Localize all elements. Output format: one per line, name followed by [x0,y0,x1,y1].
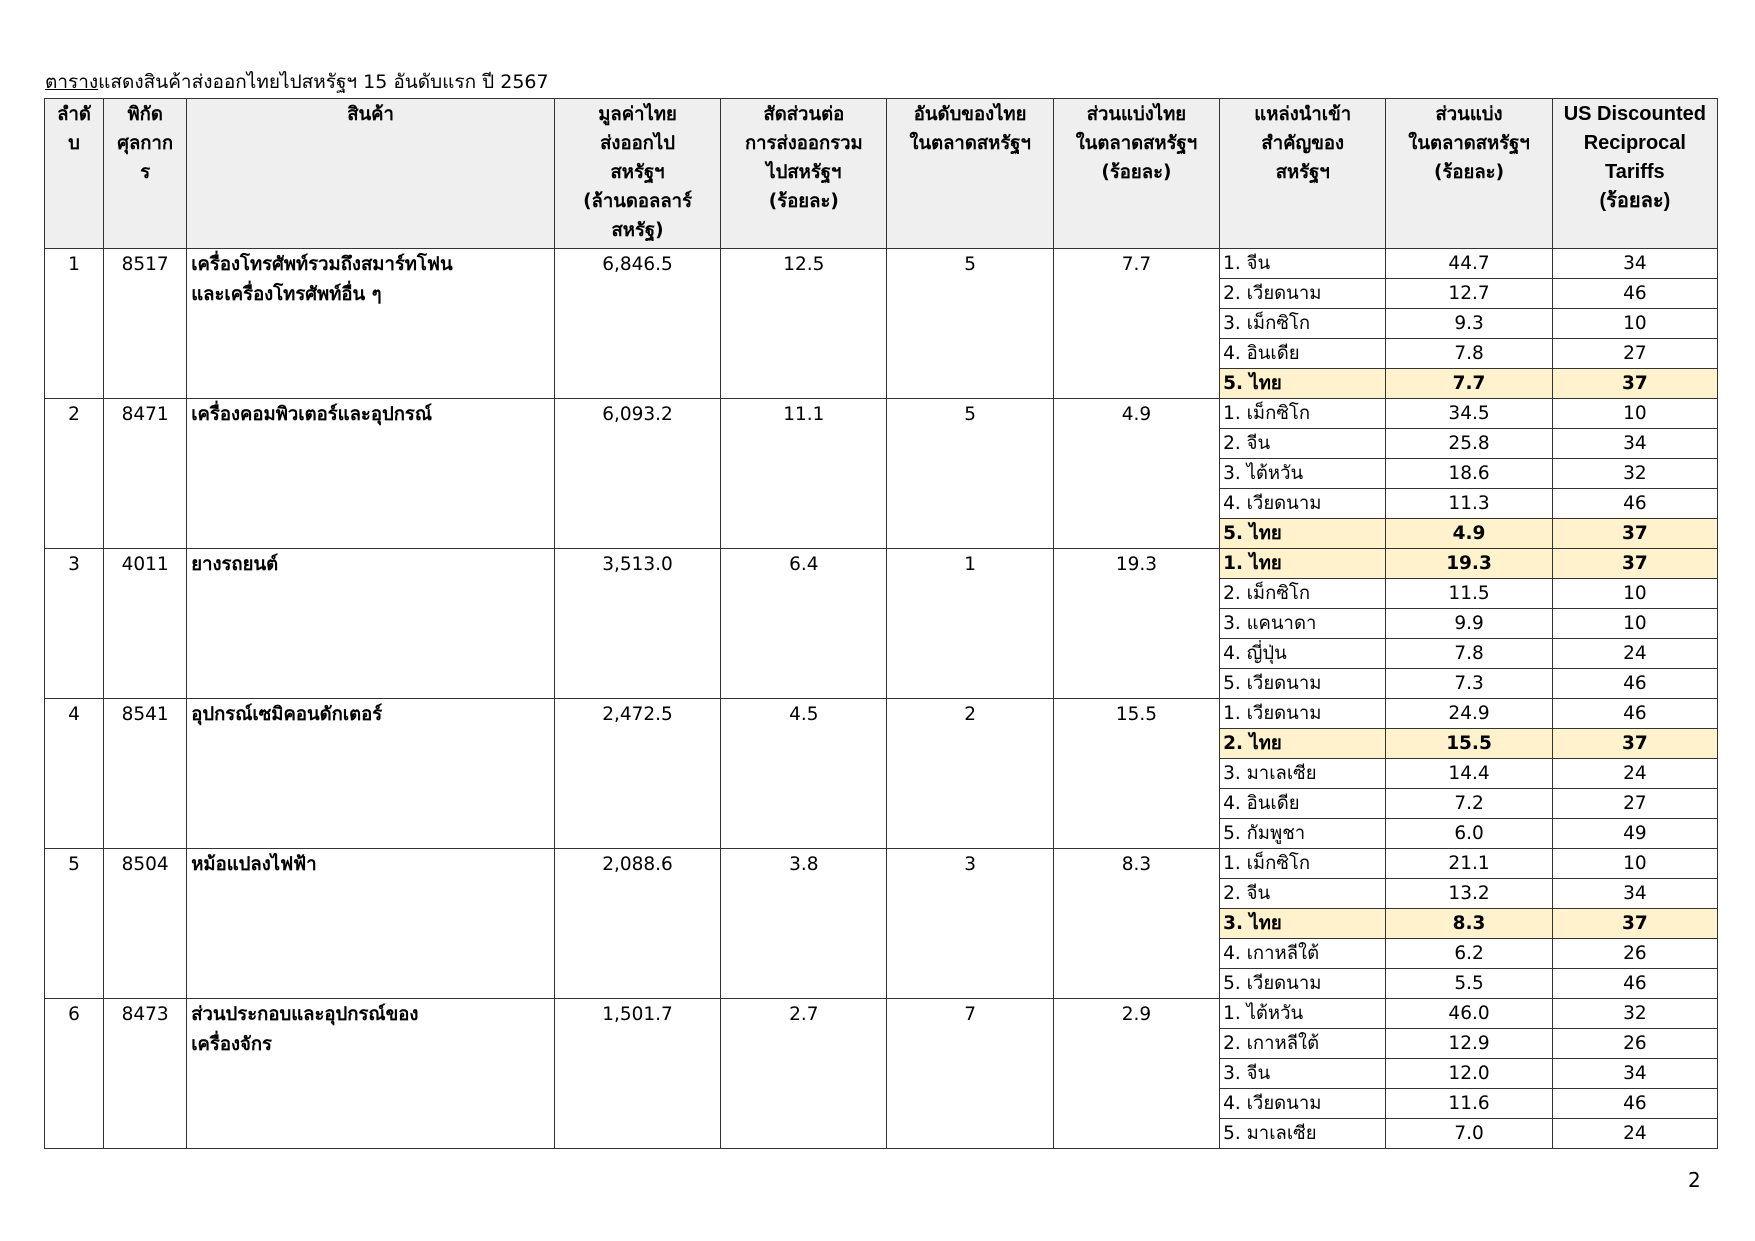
col-header-tariffs: US Discounted Reciprocal Tariffs (ร้อยละ) [1552,99,1717,249]
reciprocal-tariff: 46 [1552,279,1717,309]
import-source: 2. จีน [1220,879,1386,909]
import-source: 1. เวียดนาม [1220,699,1386,729]
row-number: 3 [45,549,104,699]
product-name: ยางรถยนต์ [187,549,555,699]
import-source: 3. แคนาดา [1220,609,1386,639]
reciprocal-tariff: 10 [1552,849,1717,879]
col-header-thai-rank: อันดับของไทย ในตลาดสหรัฐฯ [887,99,1053,249]
import-source: 5. เวียดนาม [1220,669,1386,699]
source-share: 11.6 [1386,1089,1552,1119]
row-number: 5 [45,849,104,999]
row-number: 1 [45,249,104,399]
export-value: 1,501.7 [554,999,720,1149]
thai-rank: 7 [887,999,1053,1149]
reciprocal-tariff: 32 [1552,459,1717,489]
reciprocal-tariff: 37 [1552,909,1717,939]
reciprocal-tariff: 46 [1552,489,1717,519]
caption-text: แสดงสินค้าส่งออกไทยไปสหรัฐฯ 15 อันดับแรก ปี 2567 [98,71,549,93]
import-source: 2. เกาหลีใต้ [1220,1029,1386,1059]
import-source: 3. ไต้หวัน [1220,459,1386,489]
thai-share: 8.3 [1053,849,1219,999]
thai-rank: 3 [887,849,1053,999]
reciprocal-tariff: 24 [1552,1119,1717,1149]
source-share: 24.9 [1386,699,1552,729]
hs-code: 4011 [104,549,187,699]
export-value: 2,472.5 [554,699,720,849]
import-source: 4. อินเดีย [1220,789,1386,819]
import-source: 3. ไทย [1220,909,1386,939]
table-body [45,249,1718,1149]
product-name: เครื่องโทรศัพท์รวมถึงสมาร์ทโฟน และเครื่องโทรศัพท์อื่น ๆ [187,249,555,399]
thai-share: 15.5 [1053,699,1219,849]
import-source: 2. เม็กซิโก [1220,579,1386,609]
source-share: 7.7 [1386,369,1552,399]
hs-code: 8504 [104,849,187,999]
header-row [45,99,1718,249]
reciprocal-tariff: 10 [1552,309,1717,339]
source-share: 12.0 [1386,1059,1552,1089]
reciprocal-tariff: 46 [1552,699,1717,729]
table-caption [45,70,549,94]
product-name: ส่วนประกอบและอุปกรณ์ของ เครื่องจักร [187,999,555,1149]
reciprocal-tariff: 37 [1552,729,1717,759]
export-ratio: 6.4 [721,549,887,699]
export-value: 2,088.6 [554,849,720,999]
reciprocal-tariff: 46 [1552,1089,1717,1119]
reciprocal-tariff: 24 [1552,639,1717,669]
source-share: 34.5 [1386,399,1552,429]
import-source: 4. เวียดนาม [1220,489,1386,519]
export-ratio: 4.5 [721,699,887,849]
reciprocal-tariff: 37 [1552,519,1717,549]
hs-code: 8541 [104,699,187,849]
col-header-value: มูลค่าไทย ส่งออกไป สหรัฐฯ (ล้านดอลลาร์ สหรัฐ) [554,99,720,249]
export-ratio: 2.7 [721,999,887,1149]
import-source: 1. ไต้หวัน [1220,999,1386,1029]
reciprocal-tariff: 10 [1552,609,1717,639]
export-ratio: 11.1 [721,399,887,549]
col-header-no: ลำดั บ [45,99,104,249]
import-source: 1. เม็กซิโก [1220,399,1386,429]
source-share: 9.3 [1386,309,1552,339]
reciprocal-tariff: 34 [1552,429,1717,459]
thai-rank: 5 [887,249,1053,399]
source-share: 14.4 [1386,759,1552,789]
export-ratio: 3.8 [721,849,887,999]
col-header-import-sources: แหล่งนำเข้า สำคัญของ สหรัฐฯ [1220,99,1386,249]
product-name: หม้อแปลงไฟฟ้า [187,849,555,999]
source-share: 12.7 [1386,279,1552,309]
hs-code: 8517 [104,249,187,399]
source-share: 5.5 [1386,969,1552,999]
import-source: 2. ไทย [1220,729,1386,759]
reciprocal-tariff: 27 [1552,789,1717,819]
thai-share: 2.9 [1053,999,1219,1149]
source-share: 7.8 [1386,339,1552,369]
source-share: 4.9 [1386,519,1552,549]
reciprocal-tariff: 34 [1552,879,1717,909]
reciprocal-tariff: 32 [1552,999,1717,1029]
table-row [45,849,1718,879]
source-share: 7.8 [1386,639,1552,669]
source-share: 6.0 [1386,819,1552,849]
hs-code: 8471 [104,399,187,549]
col-header-product: สินค้า [187,99,555,249]
source-share: 19.3 [1386,549,1552,579]
table-row [45,699,1718,729]
import-source: 3. จีน [1220,1059,1386,1089]
reciprocal-tariff: 34 [1552,249,1717,279]
source-share: 44.7 [1386,249,1552,279]
source-share: 8.3 [1386,909,1552,939]
thai-share: 4.9 [1053,399,1219,549]
reciprocal-tariff: 37 [1552,549,1717,579]
col-header-hs-code: พิกัด ศุลกาก ร [104,99,187,249]
export-value: 6,093.2 [554,399,720,549]
import-source: 2. จีน [1220,429,1386,459]
reciprocal-tariff: 26 [1552,939,1717,969]
import-source: 4. เวียดนาม [1220,1089,1386,1119]
reciprocal-tariff: 49 [1552,819,1717,849]
thai-share: 7.7 [1053,249,1219,399]
table-row [45,999,1718,1029]
thai-rank: 2 [887,699,1053,849]
product-name: อุปกรณ์เซมิคอนดักเตอร์ [187,699,555,849]
reciprocal-tariff: 26 [1552,1029,1717,1059]
thai-share: 19.3 [1053,549,1219,699]
source-share: 7.0 [1386,1119,1552,1149]
col-header-ratio: สัดส่วนต่อ การส่งออกรวม ไปสหรัฐฯ (ร้อยละ) [721,99,887,249]
row-number: 4 [45,699,104,849]
import-source: 4. อินเดีย [1220,339,1386,369]
col-header-thai-share: ส่วนแบ่งไทย ในตลาดสหรัฐฯ (ร้อยละ) [1053,99,1219,249]
import-source: 1. เม็กซิโก [1220,849,1386,879]
export-table-wrapper [44,98,1718,1149]
import-source: 3. มาเลเซีย [1220,759,1386,789]
row-number: 6 [45,999,104,1149]
reciprocal-tariff: 10 [1552,399,1717,429]
source-share: 46.0 [1386,999,1552,1029]
source-share: 18.6 [1386,459,1552,489]
import-source: 1. ไทย [1220,549,1386,579]
reciprocal-tariff: 24 [1552,759,1717,789]
thai-rank: 1 [887,549,1053,699]
source-share: 25.8 [1386,429,1552,459]
col-header-source-share: ส่วนแบ่ง ในตลาดสหรัฐฯ (ร้อยละ) [1386,99,1552,249]
source-share: 7.3 [1386,669,1552,699]
source-share: 21.1 [1386,849,1552,879]
import-source: 5. ไทย [1220,369,1386,399]
source-share: 6.2 [1386,939,1552,969]
source-share: 12.9 [1386,1029,1552,1059]
import-source: 4. ญี่ปุ่น [1220,639,1386,669]
export-value: 3,513.0 [554,549,720,699]
caption-underlined: ตาราง [45,71,99,93]
import-source: 2. เวียดนาม [1220,279,1386,309]
export-ratio: 12.5 [721,249,887,399]
import-source: 5. เวียดนาม [1220,969,1386,999]
source-share: 13.2 [1386,879,1552,909]
source-share: 11.5 [1386,579,1552,609]
reciprocal-tariff: 34 [1552,1059,1717,1089]
reciprocal-tariff: 27 [1552,339,1717,369]
import-source: 1. จีน [1220,249,1386,279]
import-source: 4. เกาหลีใต้ [1220,939,1386,969]
export-value: 6,846.5 [554,249,720,399]
hs-code: 8473 [104,999,187,1149]
source-share: 15.5 [1386,729,1552,759]
table-row [45,249,1718,279]
source-share: 9.9 [1386,609,1552,639]
import-source: 3. เม็กซิโก [1220,309,1386,339]
product-name: เครื่องคอมพิวเตอร์และอุปกรณ์ [187,399,555,549]
row-number: 2 [45,399,104,549]
reciprocal-tariff: 10 [1552,579,1717,609]
page-number: 2 [1688,1168,1701,1192]
thai-rank: 5 [887,399,1053,549]
import-source: 5. กัมพูชา [1220,819,1386,849]
table-row [45,549,1718,579]
source-share: 7.2 [1386,789,1552,819]
import-source: 5. ไทย [1220,519,1386,549]
export-table [44,98,1718,1149]
reciprocal-tariff: 37 [1552,369,1717,399]
table-row [45,399,1718,429]
import-source: 5. มาเลเซีย [1220,1119,1386,1149]
reciprocal-tariff: 46 [1552,669,1717,699]
reciprocal-tariff: 46 [1552,969,1717,999]
source-share: 11.3 [1386,489,1552,519]
